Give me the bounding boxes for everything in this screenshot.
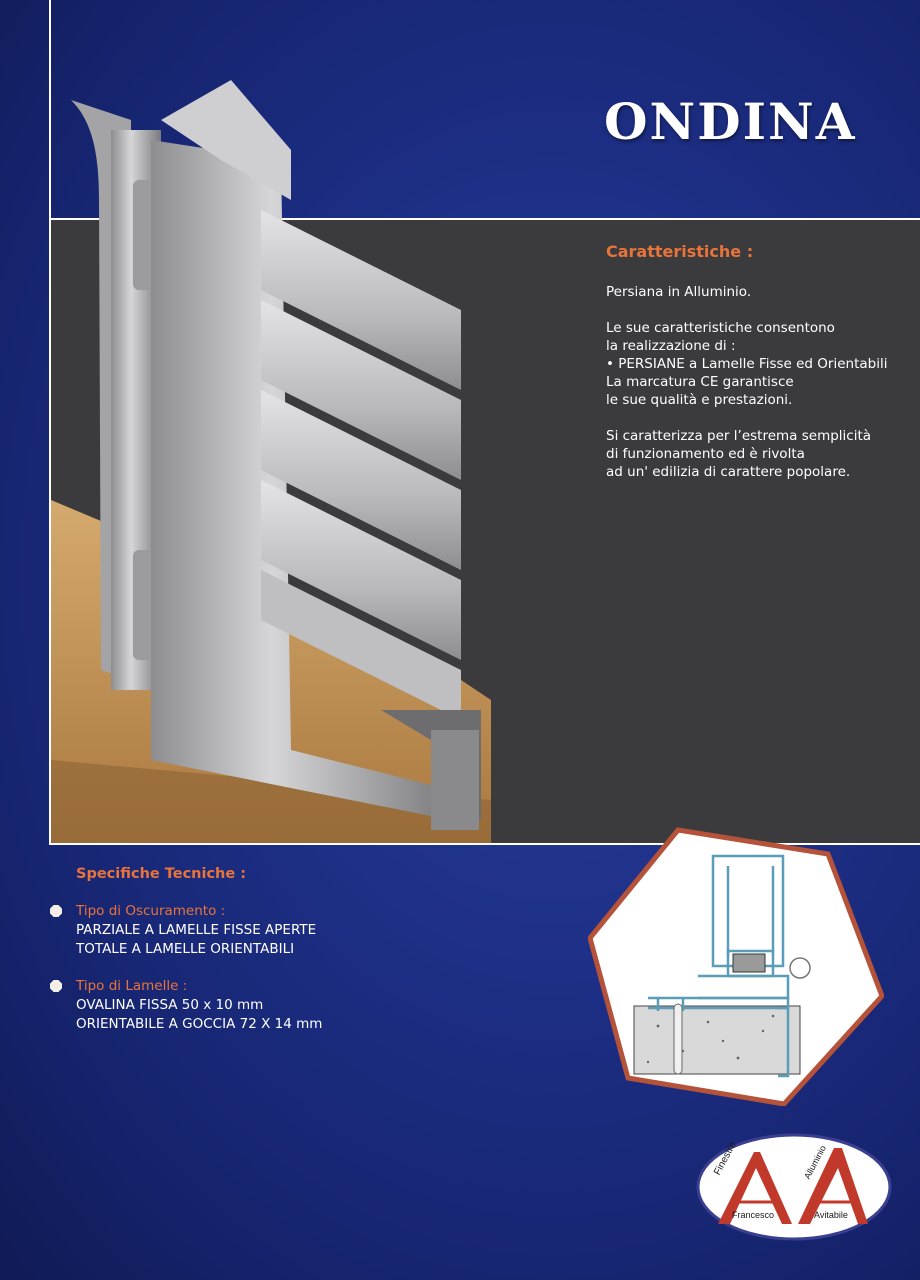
logo-name-left: Francesco [732,1210,775,1220]
page-title: ONDINA [604,92,857,151]
features-line: ad un' edilizia di carattere popolare. [606,464,851,480]
features-line: • PERSIANE a Lamelle Fisse ed Orientabili [606,356,888,372]
features-line: le sue qualità e prestazioni. [606,392,793,408]
logo-text [696,1132,892,1242]
spec-value: OVALINA FISSA 50 x 10 mm [76,997,264,1013]
spec-label: Tipo di Lamelle : [76,978,188,994]
spec-value: ORIENTABILE A GOCCIA 72 X 14 mm [76,1016,323,1032]
spec-item-oscuramento [76,902,322,959]
spec-value: TOTALE A LAMELLE ORIENTABILI [76,941,295,957]
logo-name-right: Avitabile [814,1210,848,1220]
features-para-3 [606,427,906,481]
features-line: Le sue caratteristiche consentono [606,320,835,336]
spec-value: PARZIALE A LAMELLE FISSE APERTE [76,922,317,938]
spec-item-lamelle [76,977,322,1034]
logo-word-right: Alluminio [802,1143,828,1181]
profile-section-diagram [588,826,884,1106]
features-line: La marcatura CE garantisce [606,374,794,390]
octagon-bullet-icon [50,980,62,992]
features-line: la realizzazione di : [606,338,736,354]
octagon-bullet-icon [50,905,62,917]
features-line: Persiana in Alluminio. [606,284,752,300]
product-image [51,60,491,843]
logo-word-left: Finestre [712,1140,739,1178]
spec-label: Tipo di Oscuramento : [76,903,226,919]
features-para-1 [606,283,906,301]
features-line: di funzionamento ed è rivolta [606,446,805,462]
features-para-2 [606,319,906,409]
features-line: Si caratterizza per l’estrema semplicità [606,428,872,444]
specs-heading: Specifiche Tecniche : [76,866,247,882]
features-heading: Caratteristiche : [606,242,754,261]
specs-section [76,866,322,1052]
features-section [606,242,906,499]
